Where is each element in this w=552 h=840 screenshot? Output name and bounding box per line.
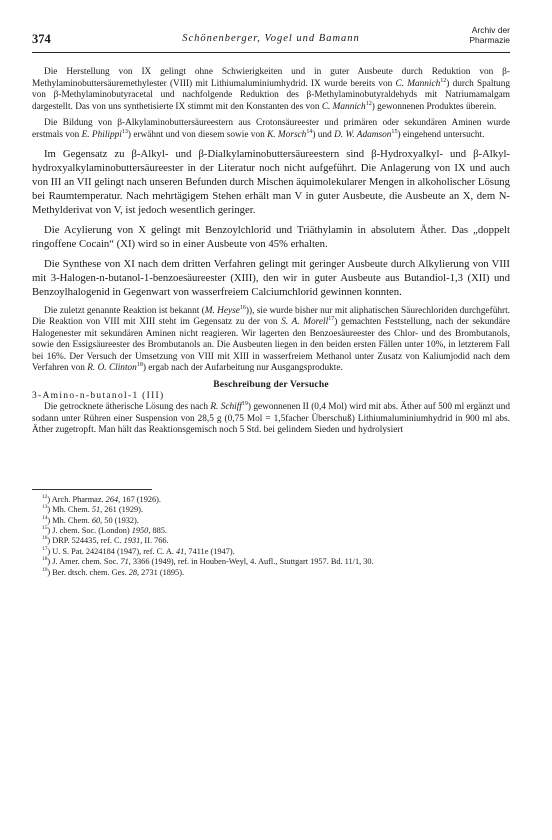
paragraph-4: Die Acylierung von X gelingt mit Benzoylchlorid und Triäthylamin in absolutem Äther. Das „doppelt ringoffene Cocain“ (XI) wird so in einer Ausbeute von 45% erhalten. bbox=[32, 224, 510, 251]
footnote-16: $^{16}$) DRP. 524435, ref. C. 1931, II. 766. bbox=[42, 535, 169, 546]
journal-name-line-2: Pharmazie bbox=[469, 34, 510, 45]
paragraph-3: Im Gegensatz zu β-Alkyl- und β-Dialkylaminobuttersäureestern sind β-Hydroxyalkyl- und β-Alkyl-hydroxyalkylaminobuttersäureester in der Literatur noch nicht aufgeführt. Die Anlagerung von IX und auch von III an VII gelingt nach unseren Befunden durch Mischen äquimolekularer Mengen in alkoholischer Lösung bei Raumtemperatur. Nach mehrtägigem Stehen erhält man V in guter Ausbeute, die Ausbeute an X, dem N-Methylderivat von V, ist jedoch wesentlich geringer. bbox=[32, 147, 510, 216]
paragraph-2: Die Bildung von β-Alkylaminobuttersäureestern aus Crotonsäureester und primären oder sekundären Aminen wurde erstmals von E. Philippi$^{13}$) erwähnt und von diesem sowie von K. Morsch$^{14}$) und D. W. Adamson$^{15}$) eingehend untersucht. bbox=[32, 118, 510, 140]
running-title: Schönenberger, Vogel und Bamann bbox=[182, 33, 360, 44]
footnote-separator bbox=[32, 489, 152, 490]
journal-name-line-1: Archiv der bbox=[471, 25, 510, 35]
footnote-13: $^{13}$) Mh. Chem. 51, 261 (1929). bbox=[42, 504, 144, 515]
experiment-text: Die getrocknete ätherische Lösung des nach R. Schiff$^{19}$) gewonnenen II (0,4 Mol) wird mit abs. Äther auf 500 ml ergänzt und sodann unter Rühren einer Suspension von 28,5 g (0,75 Mol = 1,5facher Überschuß) Lithiumaluminiumhydrid in 900 ml abs. Äther zugetropft. Man hält das Reaktionsgemisch noch 5 Std. bei gelindem Sieden und hydrolysiert bbox=[32, 400, 511, 436]
footnote-19: $^{19}$) Ber. dtsch. chem. Ges. 28, 2731 (1895). bbox=[42, 566, 185, 577]
footnote-18: $^{18}$) J. Amer. chem. Soc. 71, 3366 (1949), ref. in Houben-Weyl, 4. Aufl., Stuttgart 1957. Bd. 11/1, 30. bbox=[42, 556, 374, 567]
paragraph-6: Die zuletzt genannte Reaktion ist bekannt (M. Heyse$^{16}$)), sie wurde bisher nur mit aliphatischen Säurechloriden durchgeführt. Die Reaktion von VIII mit XIII steht im Gegensatz zu der von S. A. Morell$^{17}$) gemachten Feststellung, nach der sekundäre Halogenester mit sekundären Aminen nicht reagieren. Wir lagerten den Benzoesäureester des Chlor- und des Brombutanols, sowie den Essigsäureester des Brombutanols an. Die Ausbeuten liegen in den beiden ersten Fällen unter 10%, in letzterem Fall bei 16%. Der Versuch der Umsetzung von VIII mit XIII in wasserfreiem Methanol unter Zusatz von Kaliumjodid nach dem Verfahren von R. O. Clinton$^{18}$) ergab nach der Aufarbeitung nur Ausgangsprodukte. bbox=[32, 304, 511, 374]
footnote-15: $^{15}$) J. chem. Soc. (London) 1950, 885. bbox=[42, 525, 167, 536]
footnote-12: $^{12}$) Arch. Pharmaz. 264, 167 (1926). bbox=[42, 494, 161, 504]
footnote-14: $^{14}$) Mh. Chem. 60, 50 (1932). bbox=[42, 514, 139, 525]
footnotes bbox=[32, 495, 510, 578]
footnote-17: $^{17}$) U. S. Pat. 2424184 (1947), ref. C. A. 41, 7411e (1947). bbox=[42, 546, 235, 556]
paragraph-1: Die Herstellung von IX gelingt ohne Schwierigkeiten und in guter Ausbeute durch Reduktion von β-Methylaminobuttersäuremethylester (VIII) mit Lithiumaluminiumhydrid. IX wurde bereits von C. Mannich$^{12}$) durch Spaltung von β-Methylaminobutyracetal und nachfolgende Reduktion des β-Methylaminobutyraldehyds mit Natriumamalgam dargestellt. Das von uns synthetisierte IX stimmt mit den Konstanten des von C. Mannich$^{12}$) gewonnenen Produktes überein. bbox=[32, 67, 510, 112]
section-heading: Beschreibung der Versuche bbox=[213, 380, 329, 391]
journal-name bbox=[469, 26, 510, 45]
experiment-subheading: 3-Amino-n-butanol-1 (III) bbox=[32, 391, 165, 402]
page-number: 374 bbox=[32, 32, 51, 46]
page-header bbox=[32, 26, 510, 53]
paragraph-5: Die Synthese von XI nach dem dritten Verfahren gelingt mit geringer Ausbeute durch Alkylierung von VIII mit 3-Halogen-n-butanol-1-benzoesäureester (XIII), den wir in guter Ausbeute aus Butandiol-1,3 (XII) und Benzoylhalogenid in Gegenwart von wasserfreiem Calciumchlorid gewinnen konnten. bbox=[32, 258, 510, 299]
